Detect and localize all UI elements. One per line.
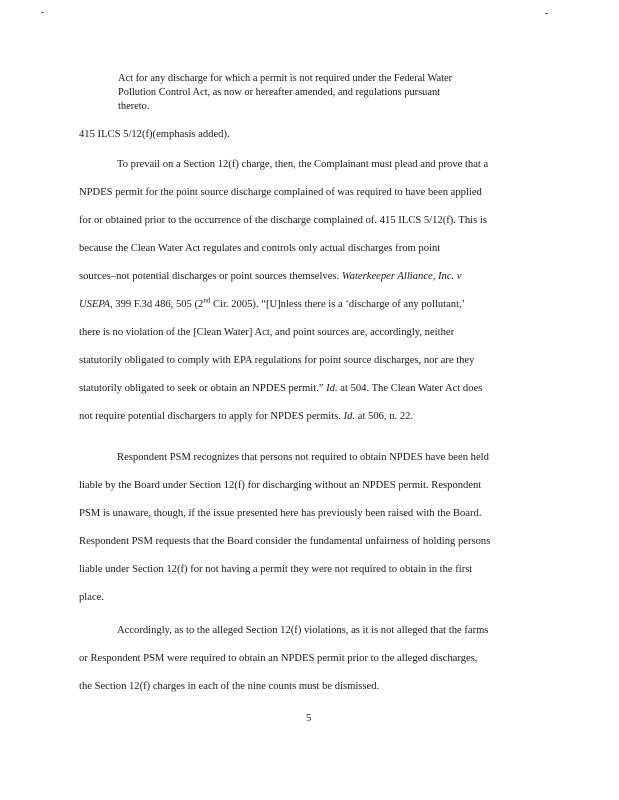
quote-line: Pollution Control Act, as now or hereafter amended, and regulations pursuant (118, 87, 441, 98)
quote-line: thereto. (118, 101, 150, 112)
text-line: there is no violation of the [Clean Water] Act, and point sources are, accordingly, neither (79, 327, 455, 338)
text-line (79, 410, 413, 423)
text-segment: Cir. 2005). “[U]nless there is a ‘discharge of any pollutant,’ (210, 299, 466, 310)
scan-mark (41, 12, 44, 13)
text-line: statutorily obligated to comply with EPA regulations for point source discharges, nor are they (79, 355, 475, 366)
text-line: for or obtained prior to the occurrence of the discharge complained of. 415 ILCS 5/12(f). This is (79, 215, 487, 226)
text-segment: at 506, n. 22. (355, 411, 414, 422)
quote-line: Act for any discharge for which a permit is not required under the Federal Water (118, 73, 453, 84)
text-segment: statutorily obligated to seek or obtain an NPDES permit.” (79, 383, 327, 394)
case-name: USEPA (79, 299, 110, 310)
text-line (79, 270, 462, 283)
id-citation: Id. (326, 383, 338, 394)
page-number: 5 (306, 713, 312, 724)
text-line: place. (79, 592, 104, 603)
text-line: Accordingly, as to the alleged Section 12(f) violations, as it is not alleged that the farms (117, 625, 489, 636)
text-line: because the Clean Water Act regulates and controls only actual discharges from point (79, 243, 441, 254)
case-name: Waterkeeper Alliance, Inc. v (341, 271, 462, 282)
text-line: To prevail on a Section 12(f) charge, then, the Complainant must plead and prove that a (117, 159, 489, 170)
text-line (79, 382, 482, 395)
text-line: liable under Section 12(f) for not having a permit they were not required to obtain in the first (79, 564, 473, 575)
text-segment: sources–not potential discharges or point sources themselves. (79, 271, 342, 282)
statute-citation: 415 ILCS 5/12(f)(emphasis added). (79, 129, 230, 140)
text-line: Respondent PSM recognizes that persons not required to obtain NPDES have been held (117, 452, 489, 463)
text-line: PSM is unaware, though, if the issue presented here has previously been raised with the Board. (79, 508, 482, 519)
text-line: liable by the Board under Section 12(f) for discharging without an NPDES permit. Respondent (79, 480, 482, 491)
text-segment: not require potential dischargers to apply for NPDES permits. (79, 411, 344, 422)
text-line (79, 298, 465, 311)
text-line: Respondent PSM requests that the Board consider the fundamental unfairness of holding persons (79, 536, 491, 547)
text-segment: at 504. The Clean Water Act does (337, 383, 483, 394)
text-line: the Section 12(f) charges in each of the nine counts must be dismissed. (79, 681, 380, 692)
text-segment: , 399 F.3d 486, 505 (2 (110, 299, 204, 310)
scan-mark (545, 13, 548, 14)
ordinal-superscript: nd (203, 296, 211, 305)
text-line: or Respondent PSM were required to obtain an NPDES permit prior to the alleged discharges, (79, 653, 478, 664)
text-line: NPDES permit for the point source discharge complained of was required to have been applied (79, 187, 482, 198)
id-citation: Id. (343, 411, 356, 422)
